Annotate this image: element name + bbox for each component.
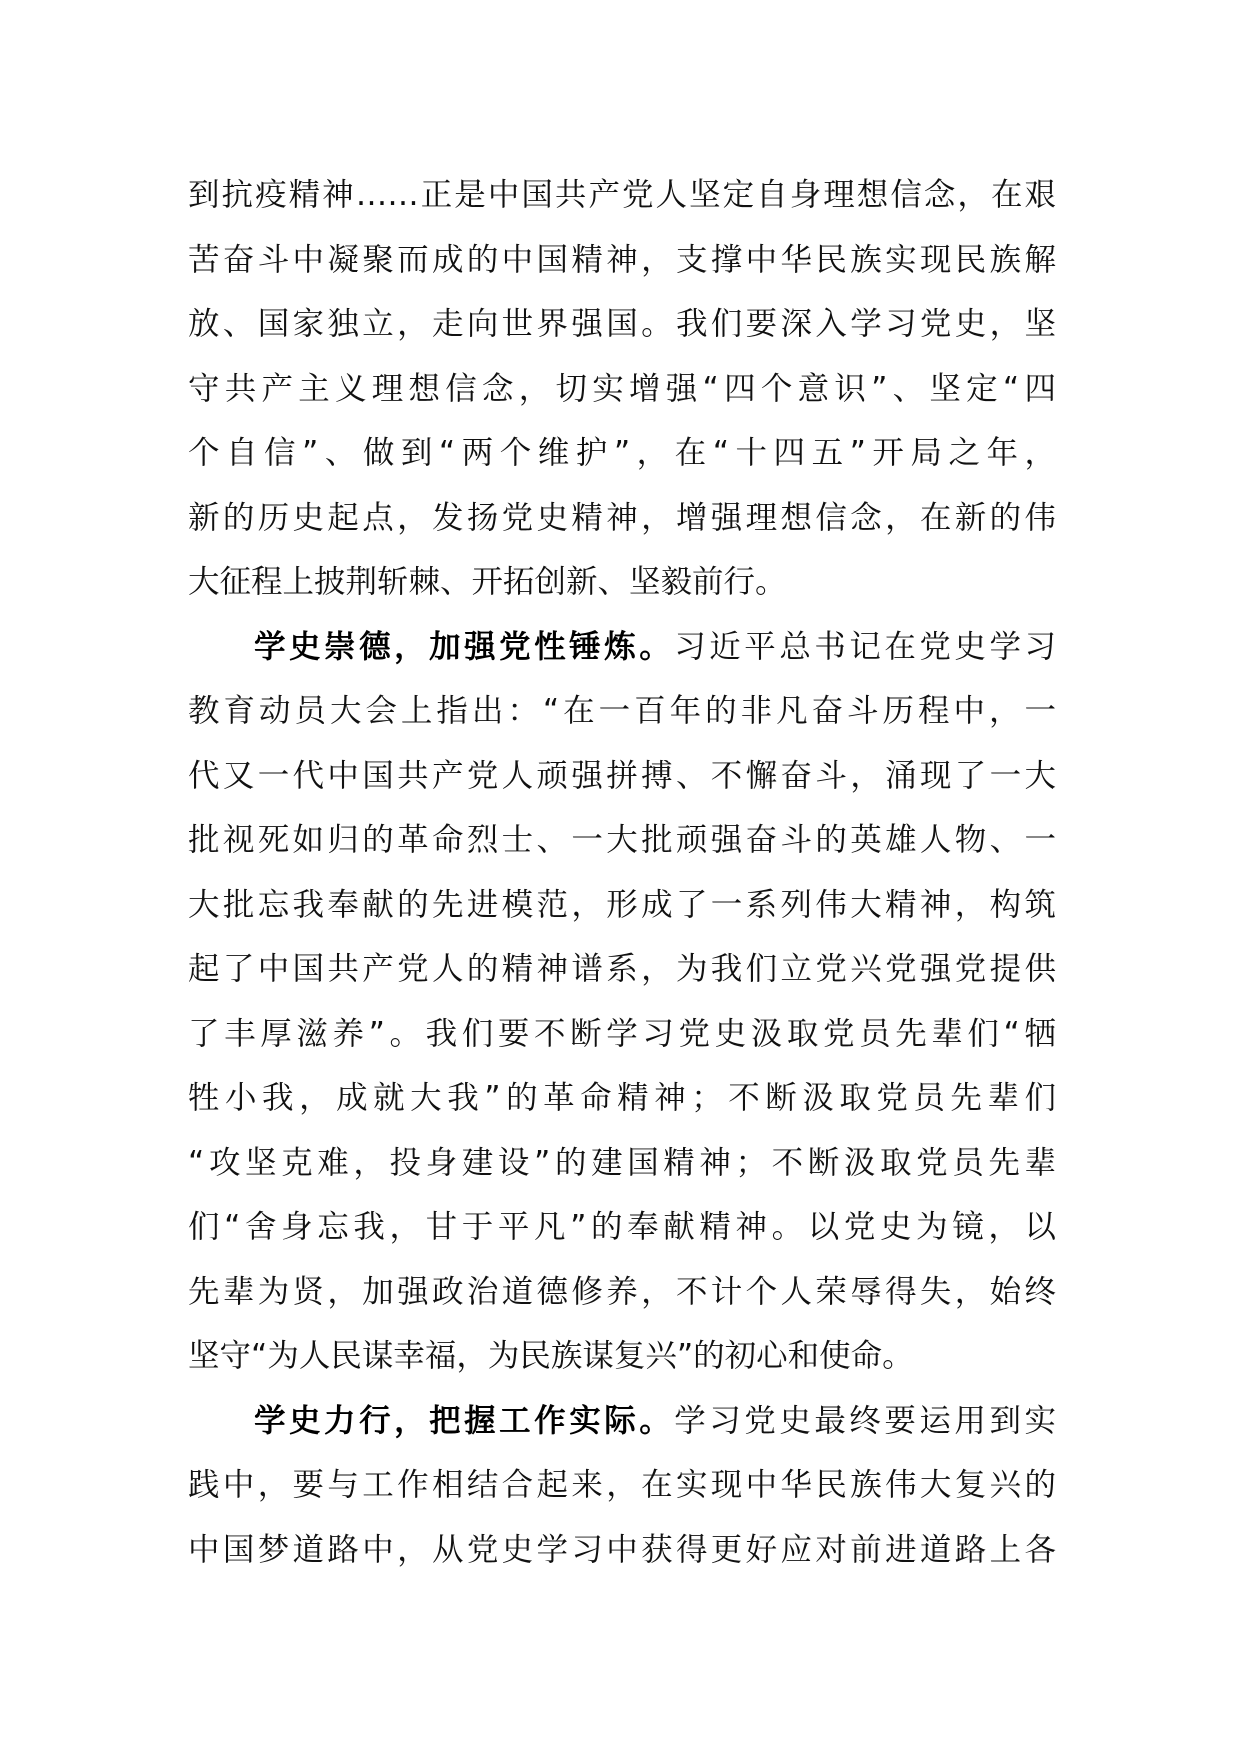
text-line: 新的历史起点，发扬党史精神，增强理想信念，在新的伟	[188, 499, 1056, 536]
text-line: 中国梦道路中，从党史学习中获得更好应对前进道路上各	[188, 1531, 1056, 1568]
text-line: 代又一代中国共产党人顽强拼搏、不懈奋斗，涌现了一大	[188, 757, 1056, 794]
text-line: 批视死如归的革命烈士、一大批顽强奋斗的英雄人物、一	[188, 822, 1056, 858]
paragraph-text: 学习党史最终要运用到实	[674, 1402, 1056, 1439]
text-line: 个自信”、做到“两个维护”，在“十四五”开局之年，	[188, 435, 1056, 471]
text-line: 们“舍身忘我，甘于平凡”的奉献精神。以党史为镜，以	[188, 1209, 1056, 1245]
paragraph-start-line	[188, 615, 1056, 680]
text-line: 放、国家独立，走向世界强国。我们要深入学习党史，坚	[188, 306, 1056, 342]
text-line: 践中，要与工作相结合起来，在实现中华民族伟大复兴的	[188, 1467, 1056, 1503]
text-line: 守共产主义理想信念，切实增强“四个意识”、坚定“四	[188, 370, 1056, 407]
text-line: 大征程上披荆斩棘、开拓创新、坚毅前行。	[188, 564, 787, 600]
body-text	[188, 163, 1056, 1582]
section-heading: 学史崇德，加强党性锤炼。	[254, 628, 675, 665]
text-line: 大批忘我奉献的先进模范，形成了一系列伟大精神，构筑	[188, 886, 1056, 923]
section-heading: 学史力行，把握工作实际。	[254, 1402, 675, 1439]
text-line: 牲小我，成就大我”的革命精神；不断汲取党员先辈们	[188, 1080, 1056, 1116]
text-line: “攻坚克难，投身建设”的建国精神；不断汲取党员先辈	[188, 1144, 1056, 1181]
text-line: 教育动员大会上指出：“在一百年的非凡奋斗历程中，一	[188, 693, 1056, 729]
paragraph-text: 习近平总书记在党史学习	[674, 628, 1056, 665]
paragraph-start-line	[188, 1389, 1056, 1454]
text-line: 苦奋斗中凝聚而成的中国精神，支撑中华民族实现民族解	[188, 241, 1056, 278]
text-line: 了丰厚滋养”。我们要不断学习党史汲取党员先辈们“牺	[188, 1015, 1056, 1052]
text-line: 到抗疫精神……正是中国共产党人坚定自身理想信念，在艰	[188, 177, 1056, 213]
text-line: 坚守“为人民谋幸福，为民族谋复兴”的初心和使命。	[188, 1338, 914, 1374]
text-line: 起了中国共产党人的精神谱系，为我们立党兴党强党提供	[188, 951, 1056, 987]
text-line: 先辈为贤，加强政治道德修养，不计个人荣辱得失，始终	[188, 1273, 1056, 1310]
